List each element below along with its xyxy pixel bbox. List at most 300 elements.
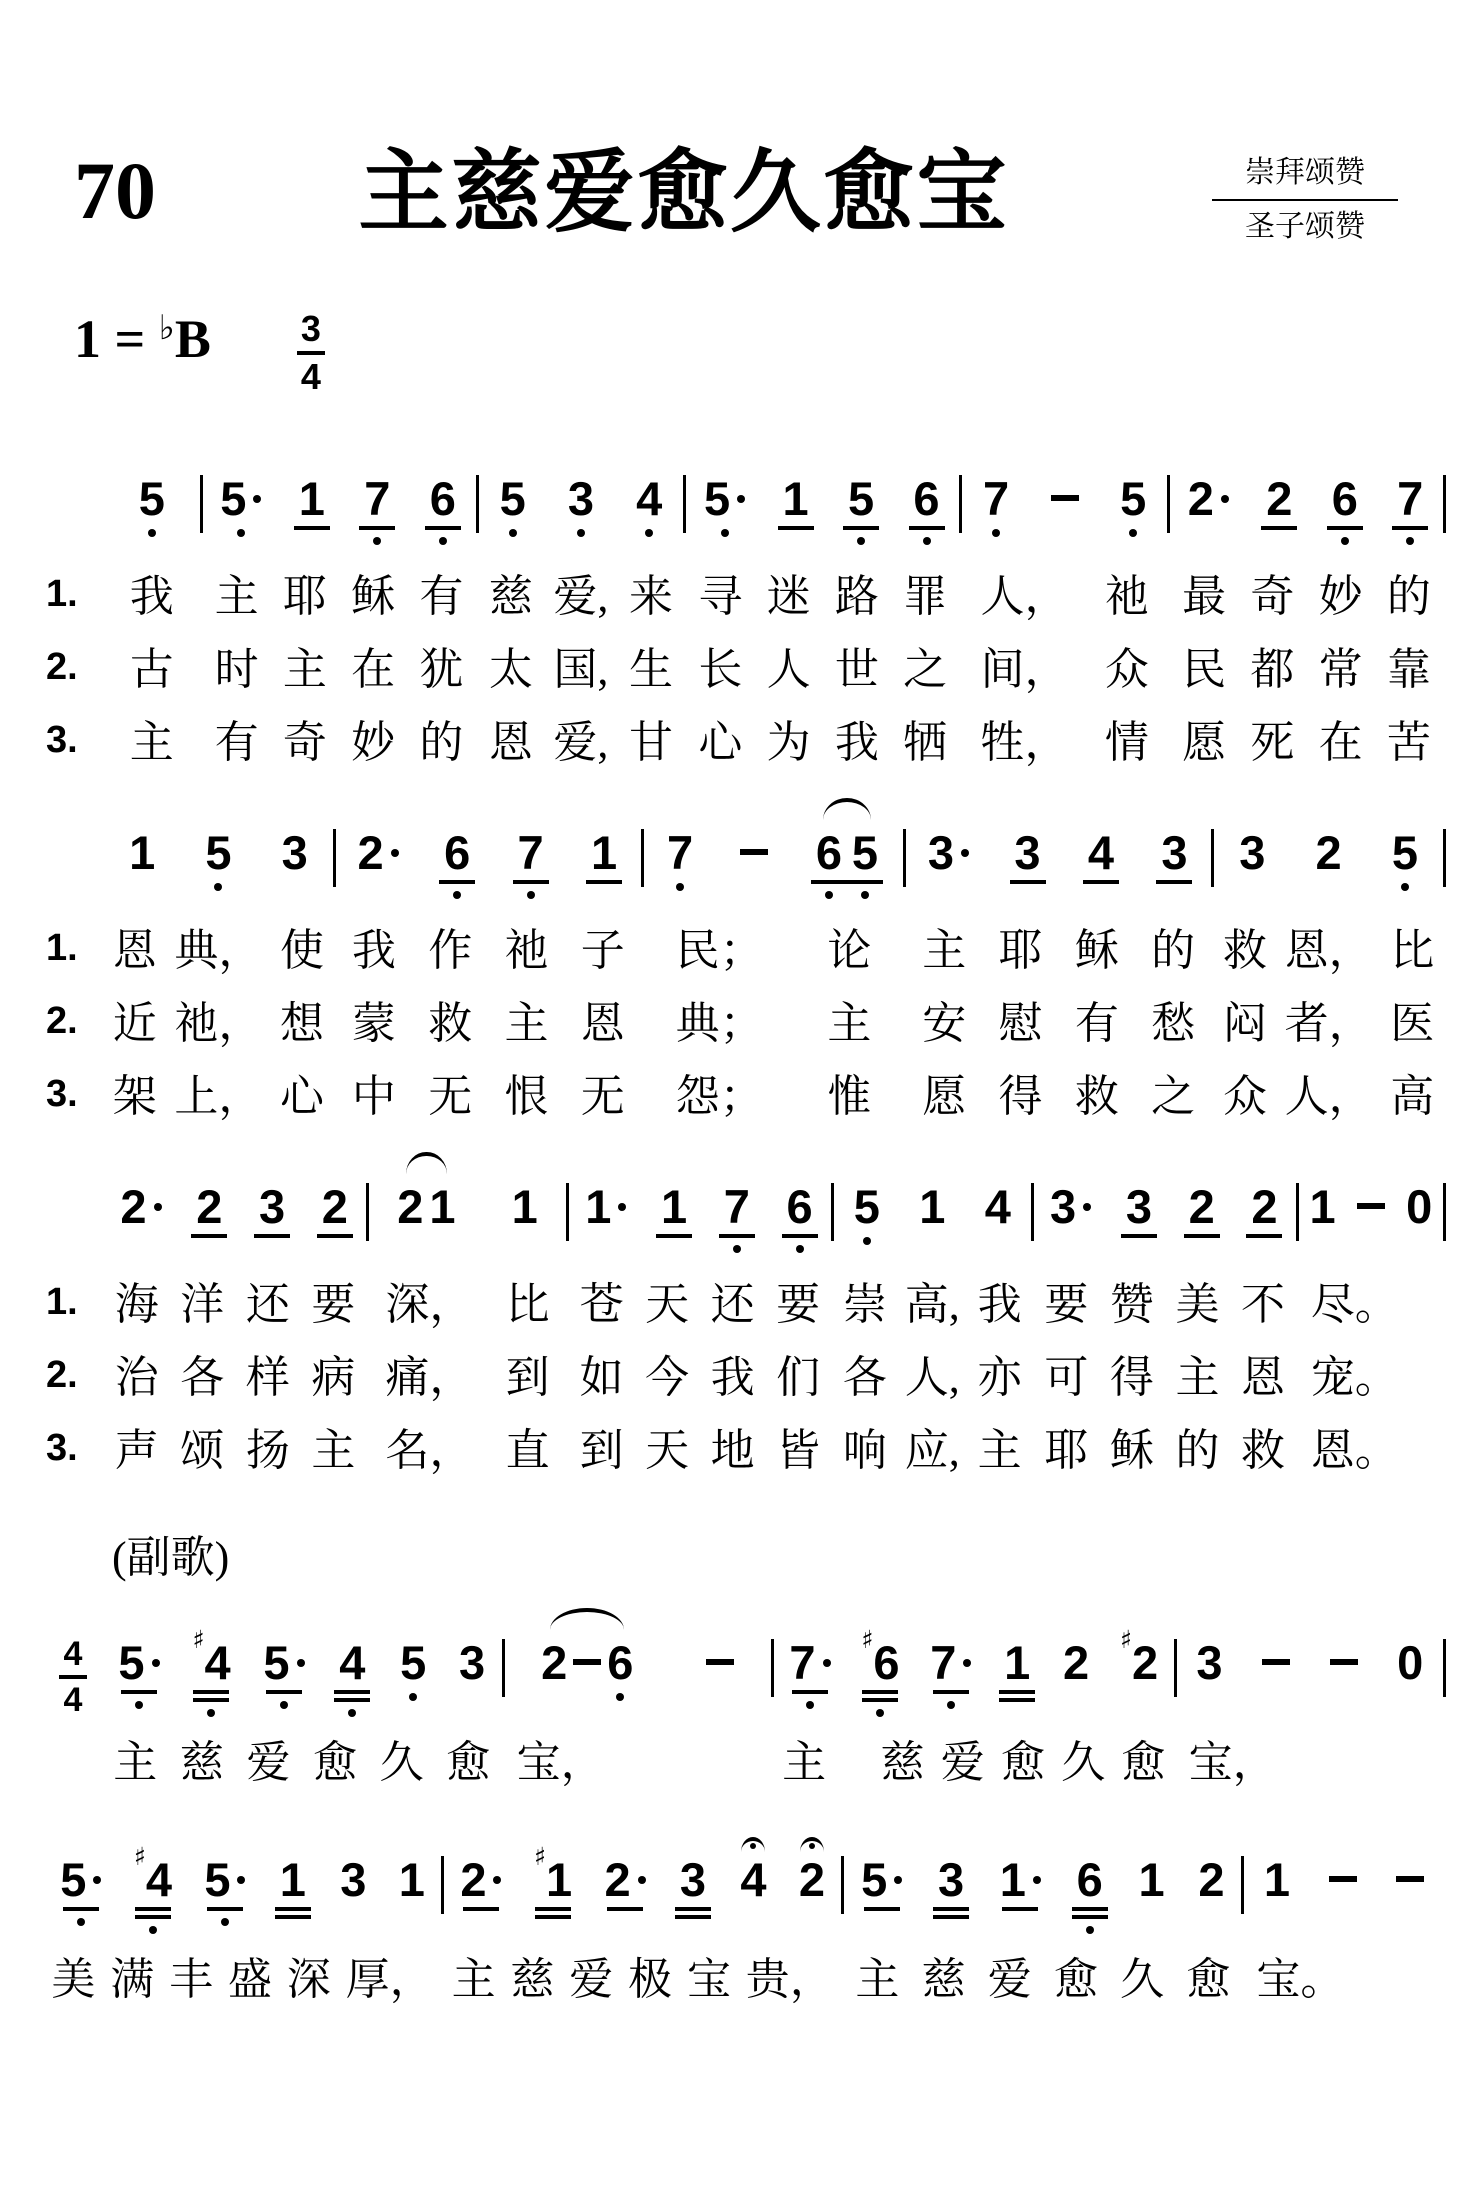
- dot-after: [618, 1203, 626, 1211]
- duration-dash: [1357, 1203, 1385, 1209]
- note-value: [263, 1636, 304, 1689]
- lyric-syllable: 想: [279, 998, 324, 1048]
- lyric-row: [1214, 914, 1443, 987]
- note-below: [278, 1907, 308, 1941]
- measure: [104, 441, 200, 779]
- lyric-syllable: 惟: [827, 1071, 872, 1121]
- note-below: [722, 1234, 752, 1268]
- note-value: [60, 1853, 101, 1906]
- note-below: [138, 1907, 168, 1941]
- lyric-syllable: 主: [922, 925, 967, 975]
- note-value: [815, 826, 842, 879]
- lyric-row: [104, 560, 200, 633]
- note-value: [398, 1853, 425, 1906]
- note-value: [851, 826, 878, 879]
- lyric-row: [834, 1341, 1031, 1414]
- note-value: [444, 826, 471, 879]
- note-digit: 5: [220, 472, 247, 525]
- note-digit: 4: [145, 1853, 172, 1906]
- note-digit: 1: [591, 826, 618, 879]
- lyric-syllable: 宝，: [516, 1738, 605, 1787]
- lyric-row: [1299, 1268, 1443, 1341]
- note-value: [400, 1636, 427, 1689]
- category-block: [1212, 154, 1398, 245]
- note-digit: 5: [704, 472, 731, 525]
- dot-after: [823, 1659, 831, 1667]
- note: [740, 1822, 766, 1941]
- lyric-syllable: 典；: [675, 998, 764, 1048]
- note: [194, 1149, 224, 1268]
- underline: [63, 1907, 99, 1911]
- lyric-syllable: 闷: [1223, 998, 1268, 1048]
- note-digit: 4: [740, 1853, 767, 1906]
- lyric-row: [104, 987, 333, 1060]
- note-below: [577, 526, 585, 560]
- note-digit: 3: [1239, 826, 1266, 879]
- note-digit: 3: [459, 1636, 486, 1689]
- underline: [1156, 880, 1192, 884]
- note-digit: 2: [541, 1636, 568, 1689]
- note-digit: 2: [397, 1180, 424, 1233]
- underline: [811, 880, 847, 884]
- lyric-syllable: 妙: [351, 717, 396, 767]
- octave-dot: [348, 1709, 356, 1717]
- note-value: [1396, 1856, 1424, 1882]
- underline: [933, 1915, 969, 1919]
- note-digit: 5: [263, 1636, 290, 1689]
- lyric-row: [569, 1268, 831, 1341]
- note-value: [930, 1636, 971, 1689]
- note: [1264, 1822, 1290, 1941]
- lyric-syllable: 愿: [1182, 717, 1227, 767]
- underline: [1246, 1234, 1282, 1238]
- lyric-row: [774, 1724, 1174, 1802]
- underline: [1010, 880, 1046, 884]
- lyric-row: [44, 1941, 441, 2019]
- time-bottom: 4: [63, 1681, 83, 1719]
- dot-after: [638, 1876, 646, 1884]
- note-digit: 3: [1014, 826, 1041, 879]
- dot-after: [237, 1876, 245, 1884]
- note: [400, 1605, 426, 1724]
- note-digit: 1: [298, 472, 325, 525]
- measure: [1299, 1149, 1443, 1487]
- underline: [999, 1690, 1035, 1694]
- note: [1392, 795, 1418, 914]
- lyric-syllable: 爱,: [553, 717, 609, 767]
- note-digit: 0: [1406, 1180, 1433, 1233]
- notes-row: [104, 441, 200, 560]
- sharp-icon: ♯: [1119, 1625, 1132, 1654]
- lyric-syllable: 高,: [904, 1279, 960, 1329]
- measure: [104, 795, 333, 1133]
- verse-system: [44, 1149, 1446, 1487]
- lyric-syllable: 各: [842, 1352, 887, 1402]
- note-value: [1187, 472, 1229, 525]
- note: [850, 795, 880, 914]
- note-below: [678, 1907, 708, 1941]
- note: [257, 1149, 287, 1268]
- note: [1357, 1149, 1385, 1247]
- note: [1397, 1605, 1423, 1724]
- note: [1196, 1605, 1222, 1724]
- note-digit: 2: [120, 1180, 147, 1233]
- lyric-syllable: 古: [129, 644, 174, 694]
- note-value: [1062, 1636, 1090, 1689]
- note-digit: 7: [667, 826, 694, 879]
- underline: [607, 1907, 643, 1911]
- lyric-row: [569, 1414, 831, 1487]
- note-digit: 2: [196, 1180, 223, 1233]
- note: [139, 441, 165, 560]
- lyric-row: [644, 1060, 903, 1133]
- note: [585, 1149, 626, 1268]
- note: [678, 1822, 708, 1941]
- lyric-syllable: 奇: [1250, 571, 1295, 621]
- note-below: [721, 526, 729, 560]
- lyric-row: [336, 914, 641, 987]
- lyric-syllable: 还: [710, 1279, 755, 1329]
- note: [204, 1822, 245, 1941]
- lyric-row: [962, 706, 1167, 779]
- note-value: [984, 1180, 1011, 1233]
- note-digit: 6: [607, 1636, 634, 1689]
- notes-row: [104, 795, 333, 914]
- lyric-syllable: 祂: [504, 925, 549, 975]
- note: [1000, 1822, 1041, 1941]
- lyric-syllable: 治: [114, 1352, 159, 1402]
- lyric-syllable: 们: [776, 1352, 821, 1402]
- note-below: [1401, 880, 1409, 914]
- underline: [135, 1915, 171, 1919]
- underline: [847, 880, 883, 884]
- lyric-syllable: 救: [1223, 925, 1268, 975]
- note-digit: 5: [861, 1853, 888, 1906]
- note-value: [1239, 826, 1266, 879]
- lyric-row: [644, 914, 903, 987]
- underline: [862, 1690, 898, 1694]
- notes-row: [644, 795, 903, 914]
- lyric-syllable: 无: [428, 1071, 473, 1121]
- lyric-syllable: 人，: [980, 571, 1069, 621]
- note: [500, 441, 526, 560]
- lyric-syllable: 深: [286, 1955, 331, 2004]
- lyric-syllable: 耶: [282, 571, 327, 621]
- note-below: [509, 526, 517, 560]
- lyric-syllable: 人，: [1284, 1071, 1373, 1121]
- time-fraction: [44, 1637, 102, 1717]
- octave-dot: [857, 537, 865, 545]
- note: [568, 441, 594, 560]
- octave-dot: [214, 883, 222, 891]
- verse-number: 3.: [46, 1072, 78, 1115]
- octave-dot: [1086, 1926, 1094, 1934]
- note: [1249, 1149, 1279, 1268]
- note-digit: 1: [279, 1853, 306, 1906]
- lyric-syllable: 爱: [940, 1738, 985, 1787]
- chorus-label: (副歌): [112, 1533, 230, 1582]
- note-digit: 2: [1188, 1180, 1215, 1233]
- note-value: [667, 826, 694, 879]
- lyric-syllable: 恩，: [1284, 925, 1373, 975]
- lyric-row: [906, 1060, 1211, 1133]
- underline: [275, 1915, 311, 1919]
- note-below: [1013, 880, 1043, 914]
- note-below: [1395, 526, 1425, 560]
- note-value: [460, 1853, 501, 1906]
- lyric-syllable: 安: [922, 998, 967, 1048]
- lyric-syllable: 慈: [179, 1738, 224, 1787]
- note-digit: 7: [789, 1636, 816, 1689]
- note: [397, 1149, 423, 1268]
- lyric-syllable: 有: [214, 717, 259, 767]
- note-value: [499, 472, 526, 525]
- note-below: [428, 526, 458, 560]
- dot-after: [894, 1876, 902, 1884]
- lyric-syllable: 太: [488, 644, 533, 694]
- key-time-row: [74, 308, 1476, 397]
- note-digit: 6: [786, 1180, 813, 1233]
- note-value: [1051, 475, 1079, 501]
- note-below: [442, 880, 472, 914]
- note-below: [936, 1907, 966, 1941]
- notes-row: [505, 1605, 771, 1724]
- underline: [656, 1234, 692, 1238]
- hymn-number: 70: [74, 145, 156, 236]
- fermata-icon: [741, 1837, 765, 1852]
- barline-mark: [1443, 475, 1446, 533]
- note: [263, 1605, 304, 1724]
- lyric-syllable: 妙: [1318, 571, 1363, 621]
- lyric-syllable: 无: [580, 1071, 625, 1121]
- note-below: [814, 880, 844, 914]
- octave-dot: [676, 883, 684, 891]
- barline-mark: [1443, 1183, 1446, 1241]
- underline: [294, 526, 330, 530]
- note: [1396, 1822, 1424, 1920]
- lyric-syllable: 不: [1240, 1279, 1285, 1329]
- note-value: [937, 1853, 965, 1906]
- lyric-row: [104, 1414, 366, 1487]
- note-value: [679, 1853, 707, 1906]
- measure: [336, 795, 641, 1133]
- underline: [425, 526, 461, 530]
- note-digit: 5: [138, 472, 165, 525]
- note: [936, 1822, 966, 1941]
- lyric-syllable: 架: [112, 1071, 157, 1121]
- note-value: [983, 472, 1010, 525]
- lyric-syllable: 爱: [246, 1738, 291, 1787]
- measure: [479, 441, 684, 779]
- octave-dot: [527, 891, 535, 899]
- verse-number: 2.: [46, 999, 78, 1042]
- note-digit: 3: [1196, 1636, 1223, 1689]
- octave-dot: [1129, 529, 1137, 537]
- lyric-syllable: 的: [419, 717, 464, 767]
- octave-dot: [616, 1693, 624, 1701]
- lyric-syllable: 恩: [112, 925, 157, 975]
- note: [983, 441, 1009, 560]
- barline: [1443, 441, 1446, 533]
- lyric-syllable: 典，: [174, 925, 263, 975]
- note-value: [1050, 1180, 1091, 1233]
- key-prefix: 1 =: [74, 309, 146, 369]
- note-value: [1262, 1639, 1290, 1665]
- lyric-syllable: 比: [505, 1279, 550, 1329]
- note: [442, 795, 472, 914]
- measure: [44, 1822, 441, 2019]
- note: [659, 1149, 689, 1268]
- note-digit: 1: [1263, 1853, 1290, 1906]
- lyric-syllable: 甘: [628, 717, 673, 767]
- note-digit: 4: [984, 1180, 1011, 1233]
- lyric-syllable: 医: [1390, 998, 1435, 1048]
- note-below: [616, 1690, 624, 1724]
- notes-row: [369, 1149, 566, 1268]
- chorus-system: [44, 1822, 1446, 2019]
- lyric-syllable: 要: [1044, 1279, 1089, 1329]
- note-value: [636, 472, 663, 525]
- notes-row: [444, 1822, 841, 1941]
- note-digit: 3: [258, 1180, 286, 1233]
- lyric-syllable: 苦: [1386, 717, 1431, 767]
- lyric-syllable: 国,: [553, 644, 609, 694]
- lyric-syllable: 牺: [903, 717, 948, 767]
- measure: [444, 1822, 841, 2019]
- note-value: [723, 1180, 750, 1233]
- underline: [1184, 1234, 1220, 1238]
- lyric-syllable: 迷: [766, 571, 811, 621]
- lyric-syllable: 时: [214, 644, 259, 694]
- underline: [909, 526, 945, 530]
- note-below: [1124, 1234, 1154, 1268]
- note-below: [610, 1907, 640, 1941]
- note-digit: 4: [636, 472, 663, 525]
- verse-number: 3.: [46, 718, 78, 761]
- note-digit: 2: [460, 1853, 487, 1906]
- measure: [569, 1149, 831, 1487]
- measure: [906, 795, 1211, 1133]
- note-digit: 5: [1391, 826, 1418, 879]
- notes-row: [906, 795, 1211, 914]
- note-value: [567, 472, 594, 525]
- note: [1330, 1605, 1358, 1703]
- note-value: [1397, 1636, 1424, 1689]
- note-value: [192, 1625, 231, 1689]
- note-digit: 6: [429, 472, 456, 525]
- note-value: [429, 472, 456, 525]
- note: [1329, 1822, 1357, 1920]
- lyric-row: [369, 1268, 566, 1341]
- lyric-row: [569, 1341, 831, 1414]
- lyric-syllable: 到: [505, 1352, 550, 1402]
- note-below: [863, 1234, 871, 1268]
- note-below: [795, 1690, 825, 1724]
- lyric-row: [336, 1060, 641, 1133]
- note-value: [533, 1842, 573, 1906]
- note-value: [321, 1180, 348, 1233]
- measure: [686, 441, 959, 779]
- lyric-syllable: 使: [279, 925, 324, 975]
- lyric-syllable: 救: [1240, 1425, 1285, 1475]
- octave-dot: [721, 529, 729, 537]
- time-fraction-line: [59, 1675, 87, 1679]
- note-digit: 1: [545, 1853, 573, 1906]
- note: [706, 1605, 734, 1703]
- underline: [1072, 1915, 1108, 1919]
- underline: [254, 1234, 290, 1238]
- note: [134, 1822, 172, 1941]
- underline: [207, 1907, 243, 1911]
- notes-row: [569, 1149, 831, 1268]
- barline: [1443, 1149, 1446, 1241]
- underline: [933, 1907, 969, 1911]
- duration-dash: [1330, 1659, 1358, 1665]
- lyric-row: [1299, 1414, 1443, 1487]
- note-below: [785, 1234, 815, 1268]
- lyric-syllable: 主: [782, 1738, 827, 1787]
- lyric-row: [962, 560, 1167, 633]
- octave-dot: [221, 1918, 229, 1926]
- lyric-syllable: 还: [245, 1279, 290, 1329]
- octave-dot: [439, 537, 447, 545]
- lyric-syllable: 皆: [776, 1425, 821, 1475]
- notes-row: [1170, 441, 1443, 560]
- lyric-syllable: 长: [698, 644, 743, 694]
- note-value: [604, 1853, 645, 1906]
- note: [220, 441, 261, 560]
- octave-dot: [1401, 883, 1409, 891]
- verse-number-column: [44, 1149, 104, 1484]
- lyric-syllable: 主: [129, 717, 174, 767]
- duration-dash: [1262, 1659, 1290, 1665]
- note-below: [589, 880, 619, 914]
- measure: [1244, 1822, 1443, 2019]
- note: [297, 441, 327, 560]
- lyric-syllable: 上，: [174, 1071, 263, 1121]
- note-value: [1161, 826, 1188, 879]
- note-below: [659, 1234, 689, 1268]
- dot-after: [154, 1203, 162, 1211]
- verse-number-column: [44, 795, 104, 1130]
- lyric-row: [906, 987, 1211, 1060]
- underline: [586, 880, 622, 884]
- octave-dot: [733, 1245, 741, 1253]
- note: [1138, 1822, 1164, 1941]
- dot-after: [1221, 495, 1229, 503]
- underline: [843, 526, 879, 530]
- note: [1159, 795, 1189, 914]
- note-value: [1120, 472, 1147, 525]
- note-value: [118, 1636, 159, 1689]
- underline: [135, 1907, 171, 1911]
- note-value: [782, 472, 809, 525]
- lyric-syllable: 深，: [385, 1279, 474, 1329]
- note: [1262, 1605, 1290, 1703]
- note-value: [205, 826, 232, 879]
- final-barline-mark: [1443, 1856, 1446, 1914]
- verse-system: [44, 795, 1446, 1133]
- note-digit: 7: [930, 1636, 957, 1689]
- lyric-syllable: 恩。: [1310, 1425, 1399, 1475]
- note-value: [798, 1853, 826, 1906]
- note-value: [1357, 1183, 1385, 1209]
- measure: [203, 441, 476, 779]
- note-digit: 6: [873, 1636, 900, 1689]
- lyric-syllable: 在: [1318, 717, 1363, 767]
- verse-systems: [0, 441, 1476, 1487]
- notes-row: [774, 1605, 1174, 1724]
